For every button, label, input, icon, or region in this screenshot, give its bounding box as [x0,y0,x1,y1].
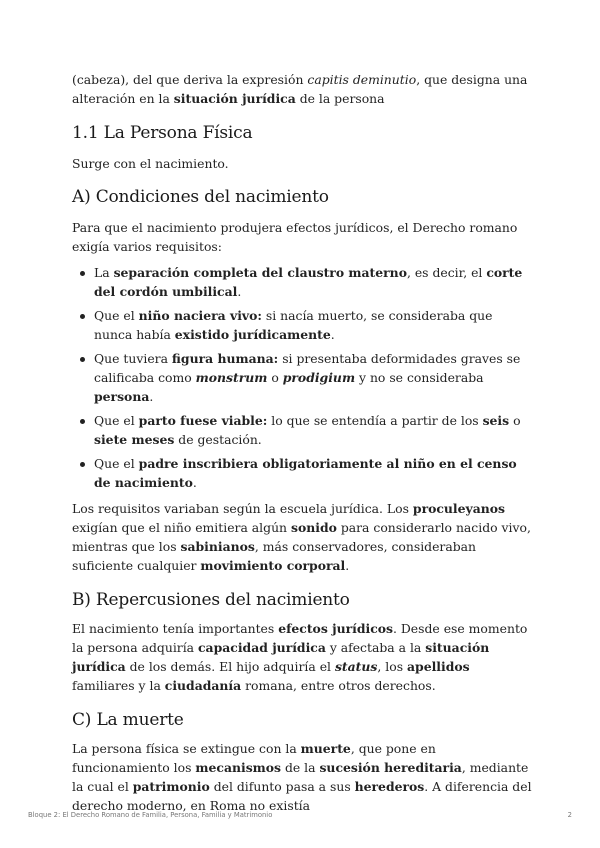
list-item: Que el niño naciera vivo: si nacía muerto, se consideraba que nunca había existido jurídicamente. [72,307,532,344]
latin-term: capitis deminutio [307,72,417,87]
list-item: La separación completa del claustro materno, es decir, el corte del cordón umbilical. [72,264,532,301]
list-item: Que el parto fuese viable: lo que se entendía a partir de los seis o siete meses de gestación. [72,412,532,449]
condiciones-intro: Para que el nacimiento produjera efectos jurídicos, el Derecho romano exigía varios requisitos: [72,220,518,254]
muerte-paragraph: La persona física se extingue con la muerte, que pone en funcionamiento los mecanismos de la sucesión hereditaria, mediante la cual el patrimonio del difunto pasa a sus herederos. A diferencia del derecho moderno, en Roma no existía [72,740,532,813]
section-heading-condiciones: A) Condiciones del nacimiento [72,187,329,207]
list-item: Que el padre inscribiera obligatoriamente al niño en el censo de nacimiento. [72,455,532,492]
list-item: Que tuviera figura humana: si presentaba deformidades graves se calificaba como monstrum o prodigium y no se consideraba persona. [72,350,532,406]
footer-text: Bloque 2: El Derecho Romano de Familia, Persona, Familia y Matrimonio [28,811,273,819]
persona-fisica-text: Surge con el nacimiento. [72,156,229,171]
page-footer [28,811,572,819]
section-heading-muerte: C) La muerte [72,709,184,730]
intro-paragraph [72,70,532,108]
intro-text: , que designa una alteración en la [72,72,528,106]
requisitos-list [72,264,532,493]
intro-text: (cabeza), del que deriva la expresión [72,72,308,87]
escuelas-paragraph: Los requisitos variaban según la escuela jurídica. Los proculeyanos exigían que el niño emitiera algún sonido para considerarlo nacido vivo, mientras que los sabinianos, más conservadores, consideraban suficiente cualquier movimiento corporal. [72,500,531,573]
section-heading-persona-fisica: 1.1 La Persona Física [72,123,253,143]
repercusiones-paragraph: El nacimiento tenía importantes efectos jurídicos. Desde ese momento la persona adquiría capacidad jurídica y afectaba a la situación jurídica de los demás. El hijo adquiría el status, los apellidos familiares y la ciudadanía romana, entre otros derechos. [72,620,528,693]
page-body [72,70,532,815]
intro-text: de la persona [295,91,385,106]
section-heading-repercusiones: B) Repercusiones del nacimiento [72,589,350,610]
bold-term: situación jurídica [173,91,296,106]
page-number: 2 [567,811,572,819]
